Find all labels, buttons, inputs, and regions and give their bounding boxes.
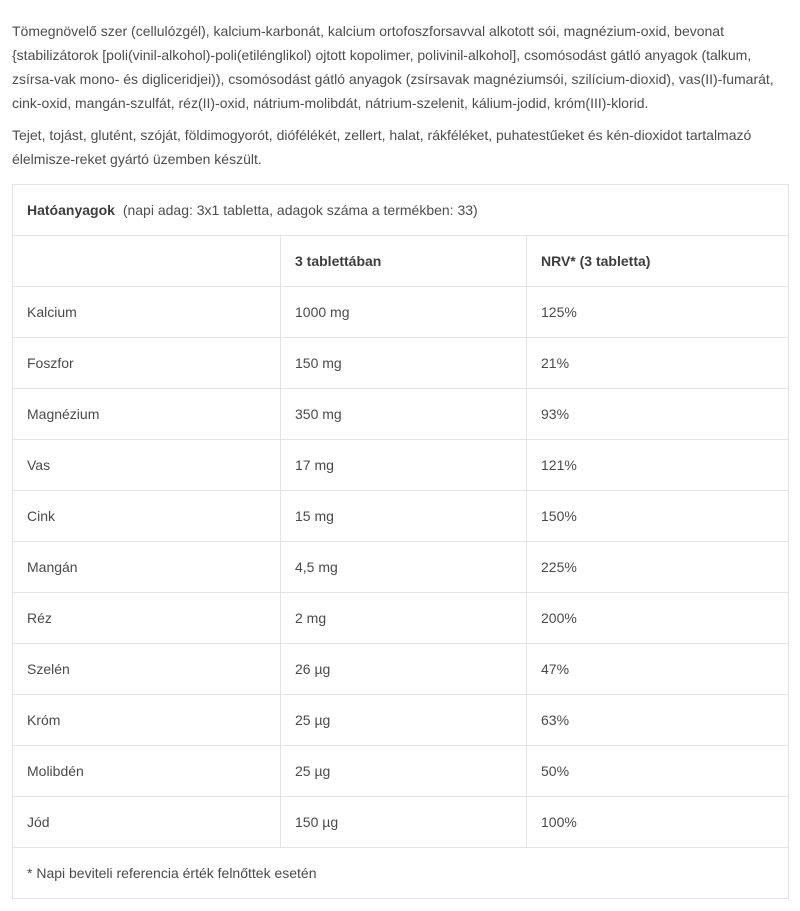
nutrient-name-cell: Molibdén: [13, 746, 281, 797]
column-header-amount: 3 tablettában: [281, 236, 527, 287]
nutrient-nrv-cell: 21%: [527, 338, 789, 389]
nutrient-nrv-cell: 100%: [527, 797, 789, 848]
nutrient-nrv-cell: 200%: [527, 593, 789, 644]
table-row: [13, 440, 789, 491]
nutrient-amount-cell: 4,5 mg: [281, 542, 527, 593]
nutrient-amount-cell: 17 mg: [281, 440, 527, 491]
nutrient-amount-cell: 2 mg: [281, 593, 527, 644]
table-row: [13, 338, 789, 389]
table-footnote-row: [13, 848, 789, 899]
nutrient-nrv-cell: 121%: [527, 440, 789, 491]
nutrient-amount-cell: 15 mg: [281, 491, 527, 542]
nutrient-name-cell: Kalcium: [13, 287, 281, 338]
column-header-nrv: NRV* (3 tabletta): [527, 236, 789, 287]
nutrient-nrv-cell: 225%: [527, 542, 789, 593]
nutrient-name-cell: Mangán: [13, 542, 281, 593]
nutrient-nrv-cell: 150%: [527, 491, 789, 542]
nutrient-name-cell: Foszfor: [13, 338, 281, 389]
table-row: [13, 644, 789, 695]
nutrient-amount-cell: 25 µg: [281, 746, 527, 797]
nutrient-nrv-cell: 125%: [527, 287, 789, 338]
table-row: [13, 389, 789, 440]
nutrient-amount-cell: 1000 mg: [281, 287, 527, 338]
table-caption: [13, 185, 789, 236]
nutrient-nrv-cell: 47%: [527, 644, 789, 695]
table-row: [13, 491, 789, 542]
allergen-paragraph: Tejet, tojást, glutént, szóját, földimogyorót, diófélékét, zellert, halat, rákféléket, puhatestűeket és kén-dioxidot tartalmazó élelmisze-reket gyártó üzemben készült.: [12, 127, 752, 167]
table-row: [13, 797, 789, 848]
nutrient-name-cell: Jód: [13, 797, 281, 848]
nutrient-name-cell: Vas: [13, 440, 281, 491]
nutrient-amount-cell: 150 mg: [281, 338, 527, 389]
ingredients-paragraph: Tömegnövelő szer (cellulózgél), kalcium-karbonát, kalcium ortofoszforsavval alkotott sói, magnézium-oxid, bevonat {stabilizátorok [poli(vinil-alkohol)-poli(etilénglikol) ojtott kopolimer, polivinil-alkohol], csomósodást gátló anyagok (talkum, zsírsa-vak mono- és digliceridjei)), csomósodást gátló anyagok (zsírsavak magnéziumsói, szilícium-dioxid), vas(II)-fumarát, cink-oxid, mangán-szulfát, réz(II)-oxid, nátrium-molibdát, nátrium-szelenit, kálium-jodid, króm(III)-klorid.: [12, 23, 774, 111]
nutrient-amount-cell: 26 µg: [281, 644, 527, 695]
table-row: [13, 287, 789, 338]
nutrient-amount-cell: 150 µg: [281, 797, 527, 848]
table-header-row: [13, 236, 789, 287]
table-footnote: * Napi beviteli referencia érték felnőttek esetén: [13, 848, 789, 899]
nutrient-name-cell: Króm: [13, 695, 281, 746]
nutrient-nrv-cell: 50%: [527, 746, 789, 797]
nutrient-nrv-cell: 93%: [527, 389, 789, 440]
nutrient-amount-cell: 25 µg: [281, 695, 527, 746]
nutrient-nrv-cell: 63%: [527, 695, 789, 746]
nutrient-name-cell: Réz: [13, 593, 281, 644]
table-row: [13, 746, 789, 797]
table-row: [13, 593, 789, 644]
table-caption-row: [13, 185, 789, 236]
table-caption-note: (napi adag: 3x1 tabletta, adagok száma a termékben: 33): [122, 202, 478, 218]
table-row: [13, 695, 789, 746]
column-header-name: [13, 236, 281, 287]
table-row: [13, 542, 789, 593]
nutrient-name-cell: Cink: [13, 491, 281, 542]
nutrient-name-cell: Magnézium: [13, 389, 281, 440]
table-caption-title: Hatóanyagok: [27, 202, 115, 218]
nutrient-amount-cell: 350 mg: [281, 389, 527, 440]
nutrient-name-cell: Szelén: [13, 644, 281, 695]
active-ingredients-table: [12, 184, 789, 899]
